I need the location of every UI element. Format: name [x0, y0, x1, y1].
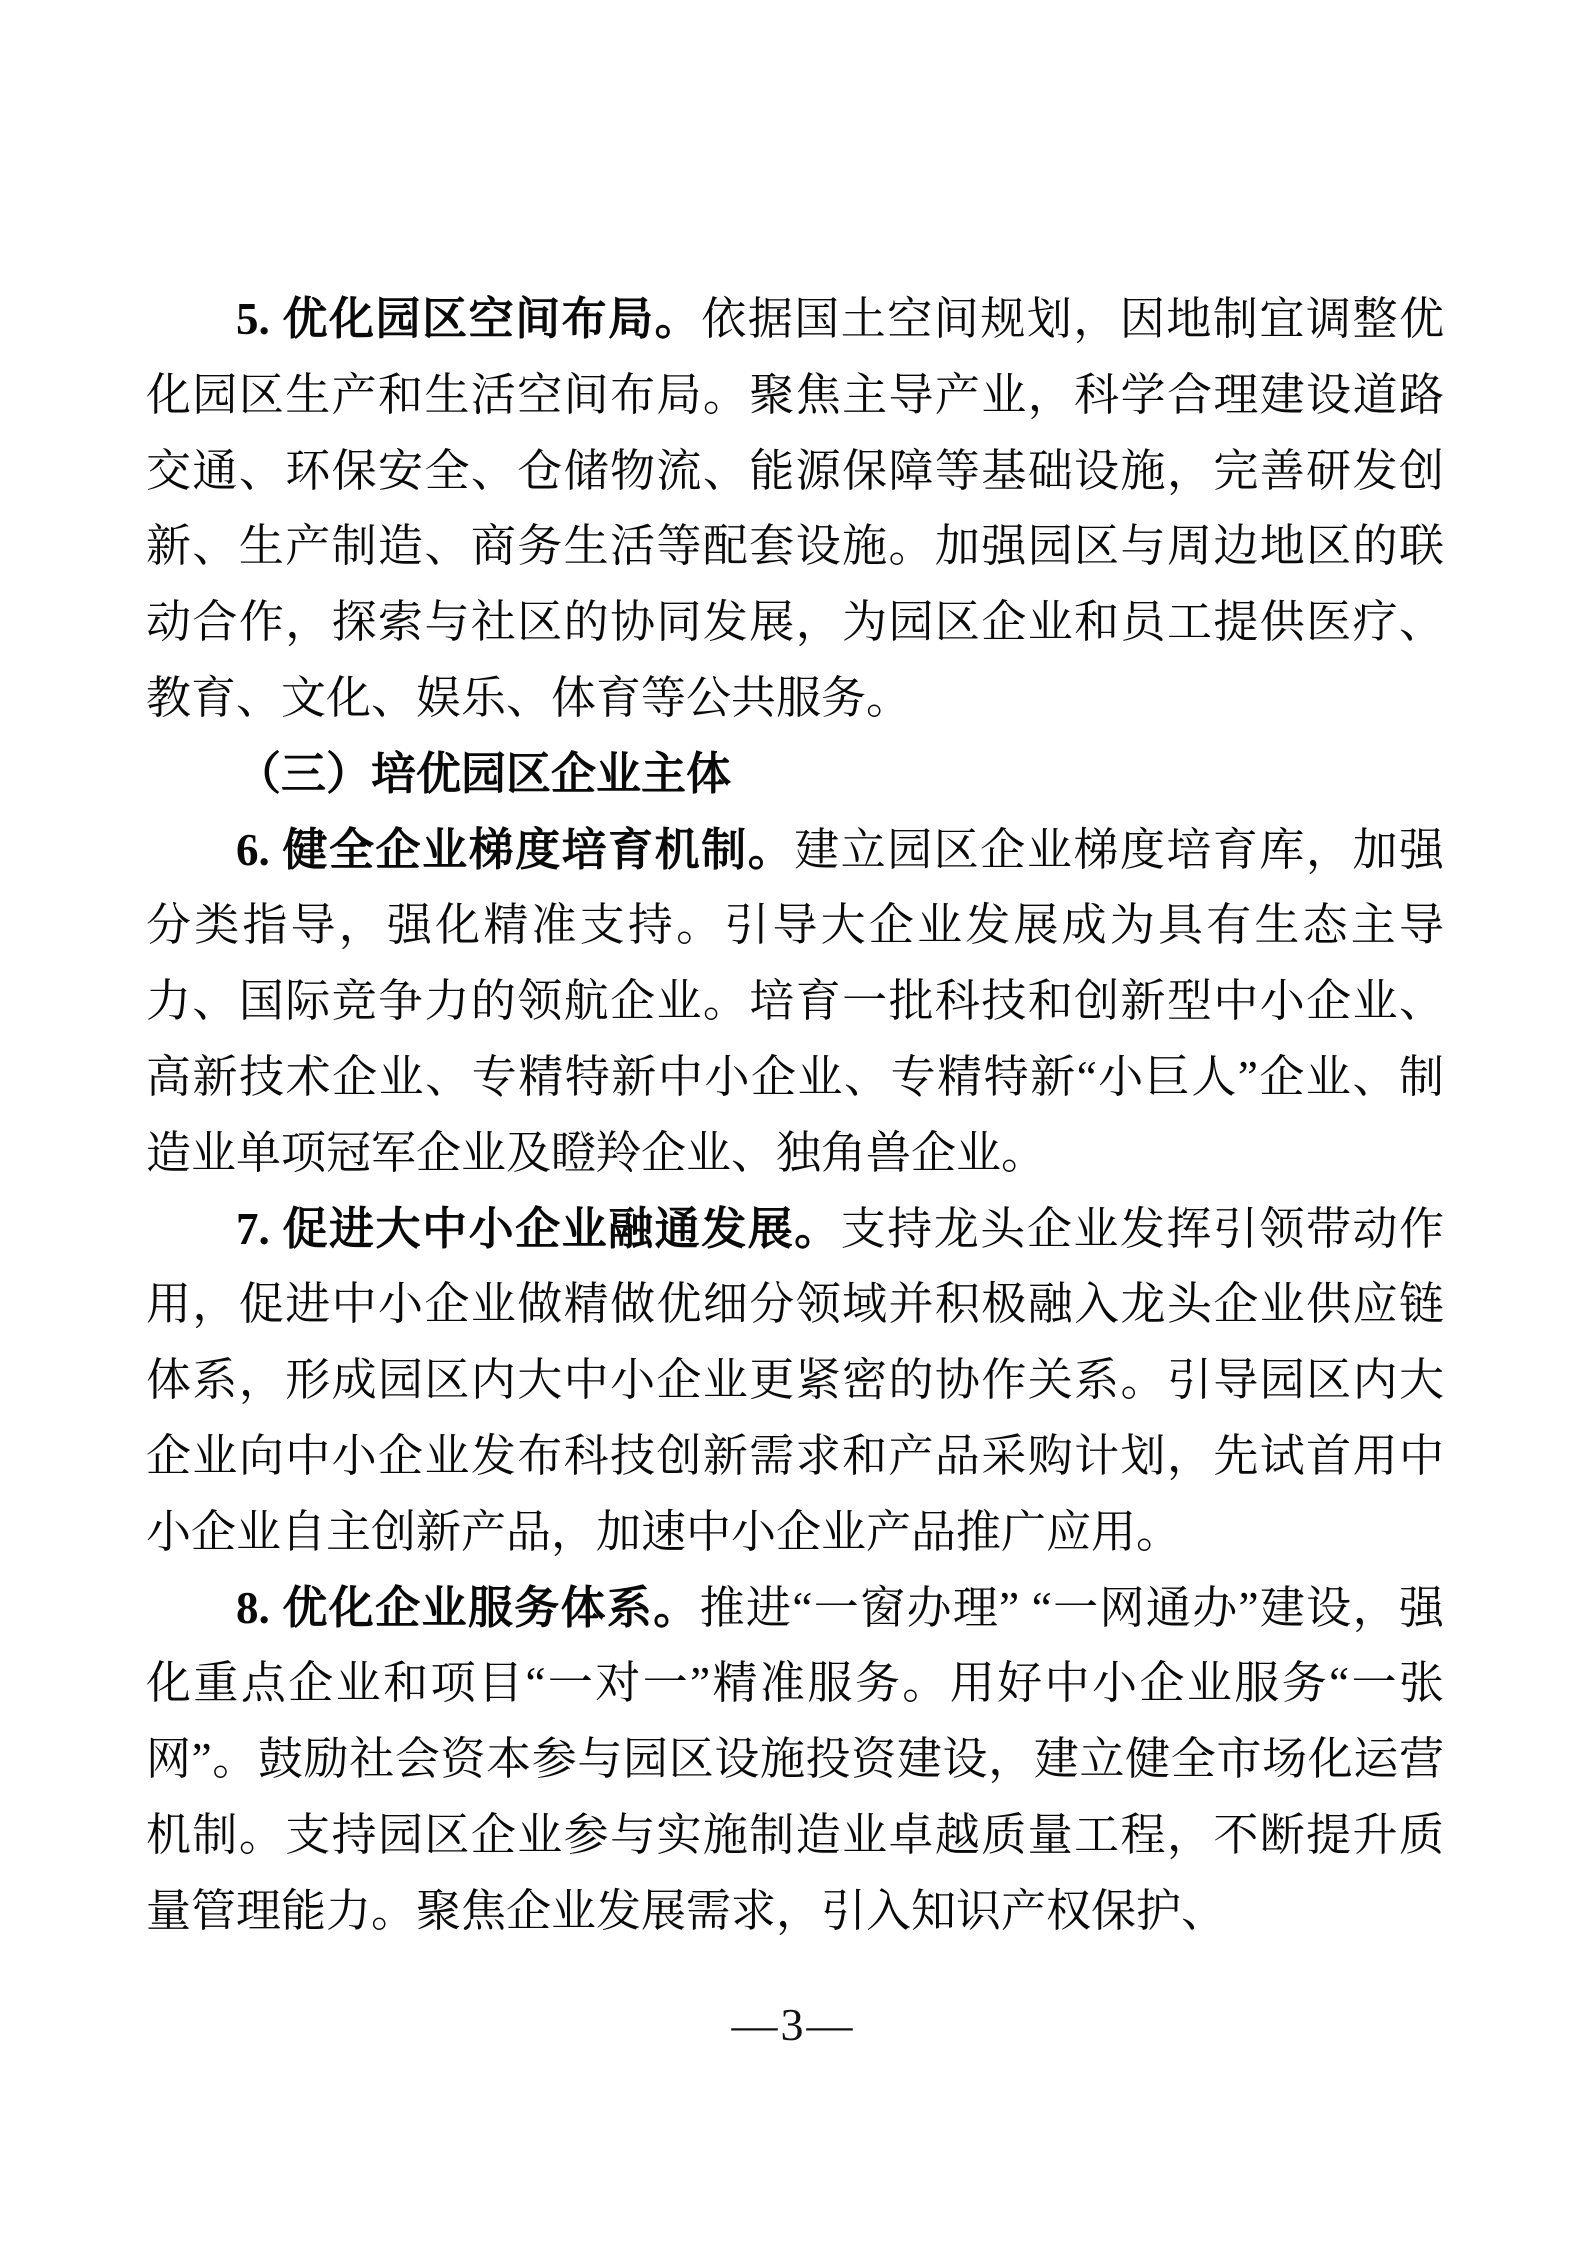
section-heading-3 — [146, 737, 1444, 813]
page-number: —3— — [731, 1999, 856, 2050]
paragraph-6-text: 建立园区企业梯度培育库，加强分类指导，强化精准支持。引导大企业发展成为具有生态主导力、国际竞争力的领航企业。培育一批科技和创新型中小企业、高新技术企业、专精特新中小企业、专精特新“小巨人”企业、制造业单项冠军企业及瞪羚企业、独角兽企业。 — [146, 824, 1444, 1178]
paragraph-item-5 — [146, 282, 1444, 737]
paragraph-6-lead: 6. 健全企业梯度培育机制。 — [236, 824, 795, 875]
paragraph-8-lead: 8. 优化企业服务体系。 — [236, 1582, 700, 1633]
paragraph-5-text: 依据国土空间规划，因地制宜调整优化园区生产和生活空间布局。聚焦主导产业，科学合理建设道路交通、环保安全、仓储物流、能源保障等基础设施，完善研发创新、生产制造、商务生活等配套设施。加强园区与周边地区的联动合作，探索与社区的协同发展，为园区企业和员工提供医疗、教育、文化、娱乐、体育等公共服务。 — [146, 294, 1444, 723]
paragraph-8-text: 推进“一窗办理” “一网通办”建设，强化重点企业和项目“一对一”精准服务。用好中小企业服务“一张网”。鼓励社会资本参与园区设施投资建设，建立健全市场化运营机制。支持园区企业参与实施制造业卓越质量工程，不断提升质量管理能力。聚焦企业发展需求，引入知识产权保护、 — [146, 1582, 1444, 1936]
paragraph-7-lead: 7. 促进大中小企业融通发展。 — [236, 1203, 841, 1254]
paragraph-7-text: 支持龙头企业发挥引领带动作用，促进中小企业做精做优细分领域并积极融入龙头企业供应链体系，形成园区内大中小企业更紧密的协作关系。引导园区内大企业向中小企业发布科技创新需求和产品采购计划，先试首用中小企业自主创新产品，加速中小企业产品推广应用。 — [146, 1203, 1444, 1557]
document-body — [146, 282, 1444, 1950]
paragraph-5-lead: 5. 优化园区空间布局。 — [236, 294, 702, 344]
paragraph-item-7 — [146, 1192, 1444, 1571]
paragraph-item-8 — [146, 1571, 1444, 1950]
section-heading-3-label: （三）培优园区企业主体 — [236, 748, 732, 799]
paragraph-item-6 — [146, 813, 1444, 1192]
